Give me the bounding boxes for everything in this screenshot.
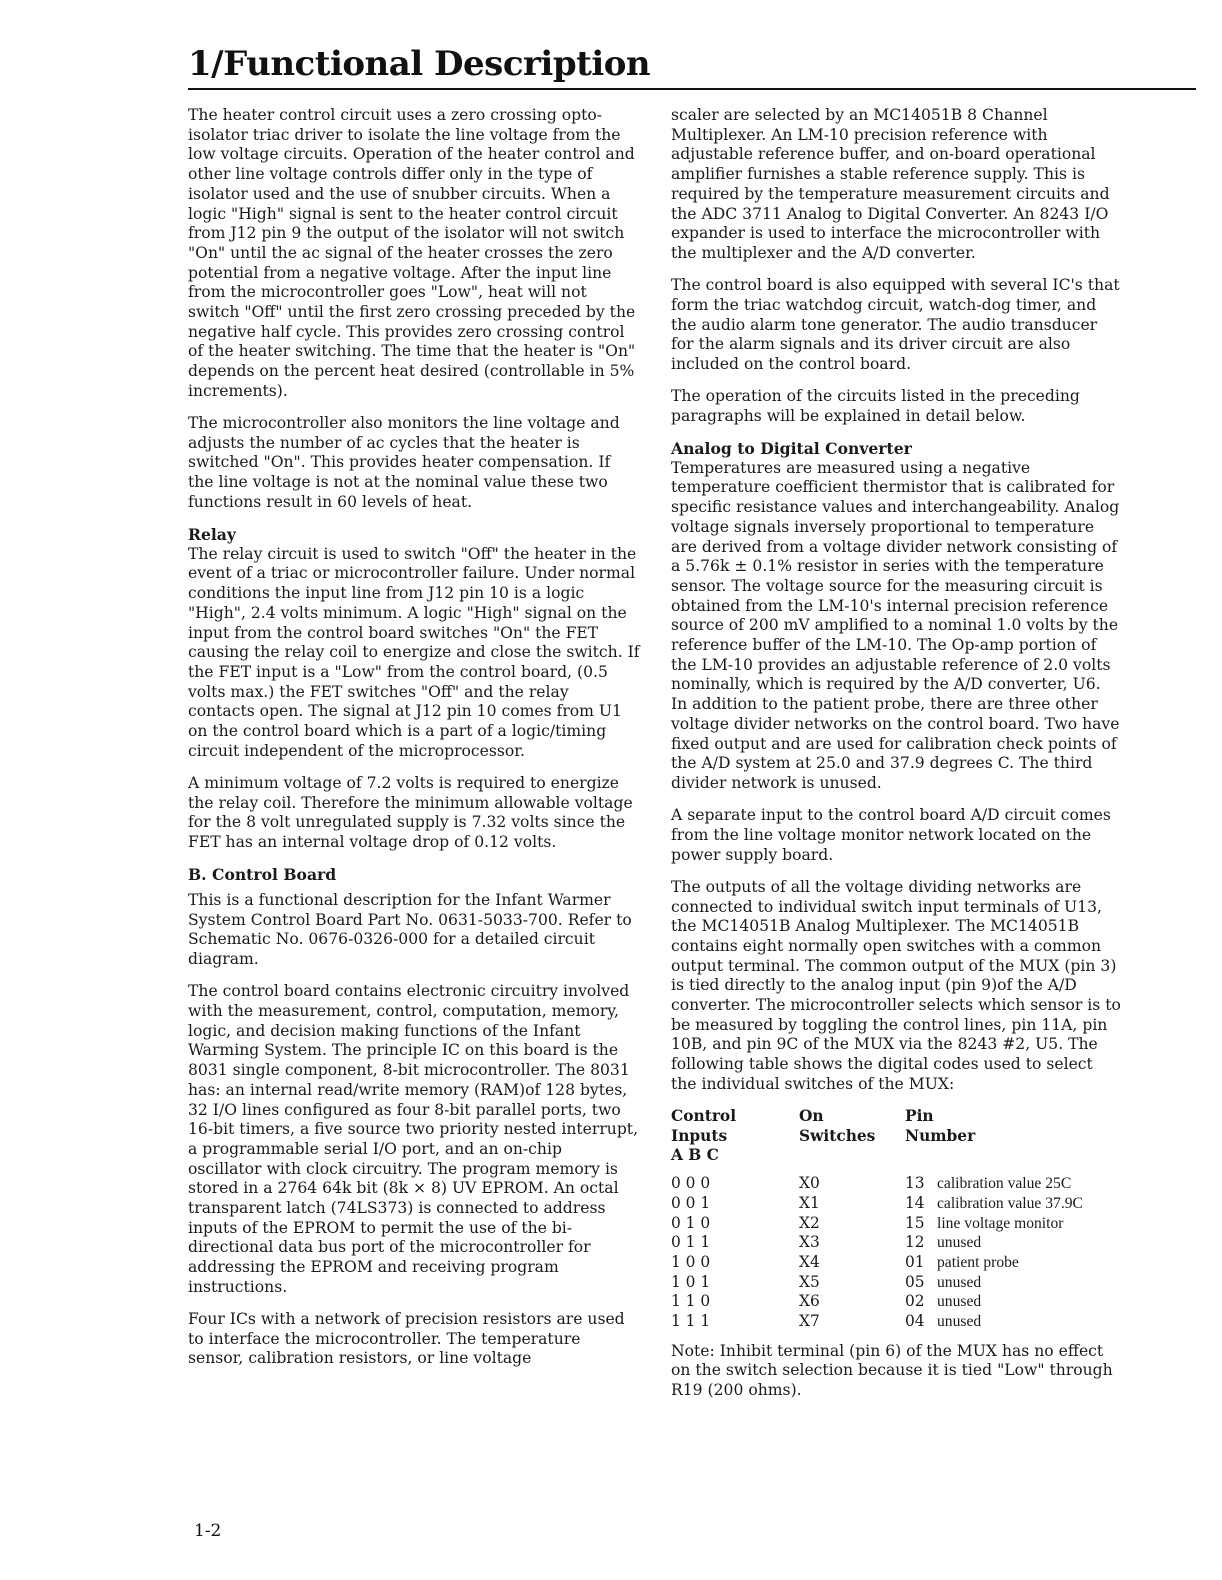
operation-paragraph: The operation of the circuits listed in the preceding paragraphs will be explained in detail below. [671, 387, 1080, 425]
row-pin: 04 [905, 1312, 925, 1331]
table-row [671, 1292, 1083, 1312]
table-row [671, 1194, 1083, 1214]
row-description: unused [937, 1273, 982, 1291]
separate-input-paragraph: A separate input to the control board A/D circuit comes from the line voltage monitor network located on the power supply board. [671, 806, 1111, 864]
table-row [671, 1214, 1083, 1234]
row-pin: 12 [905, 1233, 925, 1252]
control-board-heading: B. Control Board [188, 865, 337, 885]
right-column [671, 106, 1121, 1413]
heater-control-paragraph: The heater control circuit uses a zero crossing opto-isolator triac driver to isolate the line voltage from the low voltage circuits. Operation of the heater control and other line voltage controls differ only in the type of isolator used and the use of snubber circuits. When a logic "High" signal is sent to the heater control circuit from J12 pin 9 the output of the isolator will not switch "On" until the ac signal of the heater crosses the zero potential from a negative voltage. After the input line from the microcontroller goes "Low", heat will not switch "Off" until the first zero crossing preceded by the negative half cycle. This provides zero crossing control of the heater switching. The time that the heater is "On" depends on the percent heat desired (controllable in 5% increments). [188, 106, 636, 400]
row-description: calibration value 37.9C [937, 1194, 1083, 1212]
row-switch: X6 [799, 1292, 820, 1311]
control-board-intro-paragraph: This is a functional description for the Infant Warmer System Control Board Part No. 0631-5033-700. Refer to Schematic No. 0676-0326-000 for a detailed circuit diagram. [188, 891, 632, 969]
row-pin: 14 [905, 1193, 925, 1212]
row-description: line voltage monitor [937, 1214, 1064, 1232]
row-switch: X5 [799, 1272, 820, 1291]
row-switch: X0 [799, 1174, 820, 1193]
row-inputs: 1 1 1 [671, 1312, 711, 1331]
mux-table [671, 1107, 1083, 1332]
row-description: calibration value 25C [937, 1175, 1072, 1193]
mux-table-header-row [671, 1107, 1083, 1166]
row-pin: 15 [905, 1213, 925, 1232]
header-on-switches [799, 1107, 905, 1166]
mux-description-paragraph: The outputs of all the voltage dividing networks are connected to individual switch input terminals of U13, the MC14051B Analog Multiplexer. The MC14051B contains eight normally open switches with a common output terminal. The common output of the MUX (pin 3) is tied directly to the analog input (pin 9)of the A/D converter. The microcontroller selects which sensor is to be measured by toggling the control lines, pin 11A, pin 10B, and pin 9C of the MUX via the 8243 #2, U5. The following table shows the digital codes used to select the individual switches of the MUX: [671, 877, 1121, 1093]
header-pin-label: Pin [905, 1107, 934, 1126]
header-inputs-label: Inputs [671, 1126, 728, 1145]
relay-voltage-paragraph: A minimum voltage of 7.2 volts is required to energize the relay coil. Therefore the minimum allowable voltage for the 8 volt unregulated supply is 7.32 volts since the FET has an internal voltage drop of 0.12 volts. [188, 774, 633, 852]
row-pin: 05 [905, 1272, 925, 1291]
title-rule [188, 88, 1196, 90]
row-pin: 02 [905, 1292, 925, 1311]
header-on-label: On [799, 1107, 824, 1126]
row-description: unused [937, 1234, 982, 1252]
row-inputs: 0 0 1 [671, 1193, 711, 1212]
temperature-measurement-paragraph: Temperatures are measured using a negative temperature coefficient thermistor that is calibrated for specific resistance values and interchangeability. Analog voltage signals inversely proportional to temperature are derived from a voltage divider network consisting of a 5.76k ± 0.1% resistor in series with the temperature sensor. The voltage source for the measuring circuit is obtained from the LM-10's internal precision reference source of 200 mV amplified to a nominal 1.0 volts by the reference buffer of the LM-10. The Op-amp portion of the LM-10 provides an adjustable reference of 2.0 volts nominally, which is required by the A/D converter, U6. In addition to the patient probe, there are three other voltage divider networks on the control board. Two have fixed output and are used for calibration check points of the A/D system at 25.0 and 37.9 degrees C. The third divider network is unused. [671, 458, 1120, 792]
page-number: 1-2 [194, 1521, 222, 1541]
row-pin: 01 [905, 1252, 925, 1271]
header-control-inputs [671, 1107, 799, 1166]
header-number-label: Number [905, 1126, 976, 1145]
watchdog-paragraph: The control board is also equipped with several IC's that form the triac watchdog circuit, watch-dog timer, and the audio alarm tone generator. The audio transducer for the alarm signals and its driver circuit are also included on the control board. [671, 276, 1120, 373]
table-row [671, 1273, 1083, 1293]
adc-heading: Analog to Digital Converter [671, 439, 912, 459]
row-pin: 13 [905, 1174, 925, 1193]
inhibit-note: Note: Inhibit terminal (pin 6) of the MUX has no effect on the switch selection because it is tied "Low" through R19 (200 ohms). [671, 1341, 1113, 1400]
relay-heading: Relay [188, 525, 236, 545]
row-description: unused [937, 1313, 982, 1331]
table-row [671, 1233, 1083, 1253]
multiplexer-paragraph: scaler are selected by an MC14051B 8 Channel Multiplexer. An LM-10 precision reference with adjustable reference buffer, and on-board operational amplifier furnishes a stable reference supply. This is required by the temperature measurement circuits and the ADC 3711 Analog to Digital Converter. An 8243 I/O expander is used to interface the microcontroller with the multiplexer and the A/D converter. [671, 106, 1110, 262]
table-row [671, 1312, 1083, 1332]
row-inputs: 0 0 0 [671, 1174, 711, 1193]
page-title: 1/Functional Description [188, 44, 651, 84]
interface-ics-paragraph: Four ICs with a network of precision resistors are used to interface the microcontroller. The temperature sensor, calibration resistors, or line voltage [188, 1310, 625, 1368]
header-pin-number [905, 1107, 1083, 1166]
header-control-label: Control [671, 1107, 737, 1126]
row-inputs: 0 1 1 [671, 1233, 711, 1252]
row-switch: X3 [799, 1233, 820, 1252]
row-inputs: 0 1 0 [671, 1213, 711, 1232]
row-inputs: 1 0 0 [671, 1252, 711, 1271]
control-board-circuitry-paragraph: The control board contains electronic circuitry involved with the measurement, control, computation, memory, logic, and decision making functions of the Infant Warming System. The principle IC on this board is the 8031 single component, 8-bit microcontroller. The 8031 has: an internal read/write memory (RAM)of 128 bytes, 32 I/O lines configured as four 8-bit parallel ports, two 16-bit timers, a five source two priority nested interrupt, a programmable serial I/O port, and an on-chip oscillator with clock circuitry. The program memory is stored in a 2764 64k bit (8k × 8) UV EPROM. An octal transparent latch (74LS373) is connected to address inputs of the EPROM to permit the use of the bi-directional data bus port of the microcontroller for addressing the EPROM and receiving program instructions. [188, 982, 639, 1296]
header-abc-label: A B C [671, 1146, 719, 1165]
row-description: patient probe [937, 1253, 1019, 1271]
row-description: unused [937, 1293, 982, 1311]
table-row [671, 1253, 1083, 1273]
table-row [671, 1174, 1083, 1194]
row-inputs: 1 0 1 [671, 1272, 711, 1291]
row-switch: X4 [799, 1252, 820, 1271]
relay-paragraph: The relay circuit is used to switch "Off" the heater in the event of a triac or microcontroller failure. Under normal conditions the input line from J12 pin 10 is a logic "High", 2.4 volts minimum. A logic "High" signal on the input from the control board switches "On" the FET causing the relay coil to energize and close the switch. If the FET input is a "Low" from the control board, (0.5 volts max.) the FET switches "Off" and the relay contacts open. The signal at J12 pin 10 comes from U1 on the control board which is a part of a logic/timing circuit independent of the microprocessor. [188, 544, 640, 760]
row-switch: X1 [799, 1193, 820, 1212]
row-inputs: 1 1 0 [671, 1292, 711, 1311]
row-switch: X2 [799, 1213, 820, 1232]
left-column [188, 106, 640, 1382]
table-spacer [671, 1166, 1083, 1174]
header-switches-label: Switches [799, 1126, 876, 1145]
line-voltage-paragraph: The microcontroller also monitors the line voltage and adjusts the number of ac cycles that the heater is switched "On". This provides heater compensation. If the line voltage is not at the nominal value these two functions result in 60 levels of heat. [188, 414, 620, 511]
row-switch: X7 [799, 1312, 820, 1331]
